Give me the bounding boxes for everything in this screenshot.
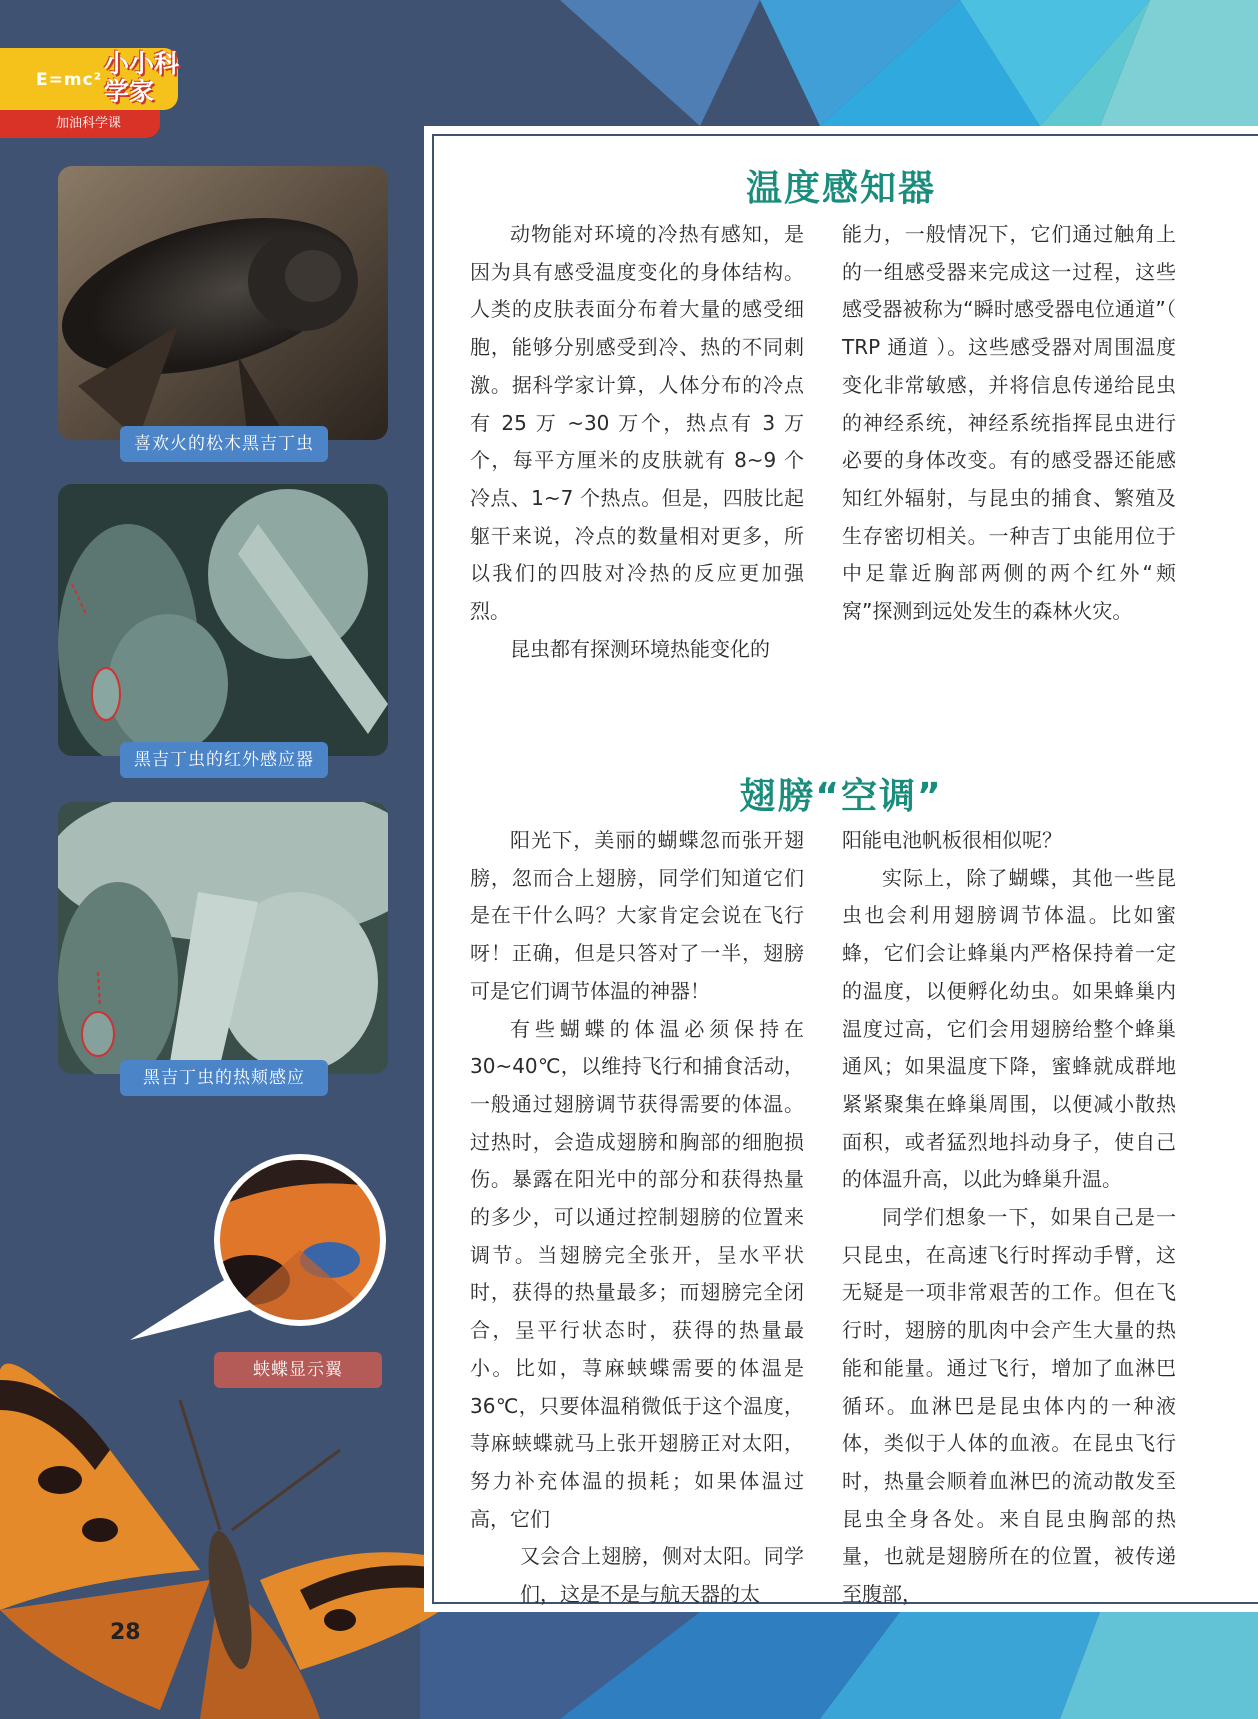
section1-col2-para1: 能力，一般情况下，它们通过触角上的一组感受器来完成这一过程，这些感受器被称为“瞬时感受器电位通道”（ TRP 通道 ）。这些感受器对周围温度变化非常敏感，并将信息传递给昆虫的神经系统，神经系统指挥昆虫进行必要的身体改变。有的感受器还能感知红外辐射，与昆虫的捕食、繁殖及生存密切相关。一种吉丁虫能用位于中足靠近胸部两侧的两个红外“颊窝”探测到远处发生的森林火灾。 [842, 222, 1176, 624]
page-number: 28 [110, 1620, 141, 1645]
infrared-sensor-image [58, 484, 388, 756]
section2-col1-para2: 有些蝴蝶的体温必须保持在 30~40℃，以维持飞行和捕食活动，一般通过翅膀调节获得需要的体温。过热时，会造成翅膀和胸部的细胞损伤。暴露在阳光中的部分和获得热量的多少，可以通过控制翅膀的位置来调节。当翅膀完全张开，呈水平状时，获得的热量最多；而翅膀完全闭合，呈平行状态时，获得的热量最小。比如，荨麻蛱蝶需要的体温是 36℃，只要体温稍微低于这个温度，荨麻蛱蝶就马上张开翅膀正对太阳，努力补充体温的损耗；如果体温过高，它们 [470, 1016, 804, 1531]
section1-col1-para2: 昆虫都有探测环境热能变化的 [510, 636, 770, 661]
magazine-logo [0, 48, 200, 140]
logo-title: 小小科学家 [104, 49, 180, 106]
beetle-image [58, 166, 388, 440]
caption-photo2: 黑吉丁虫的红外感应器 [120, 742, 328, 778]
heat-sensor-image [58, 802, 388, 1074]
section2-column1 [470, 822, 804, 1614]
caption-photo1: 喜欢火的松木黑吉丁虫 [120, 426, 328, 462]
section2-column2 [842, 822, 1176, 1614]
section1-title: 温度感知器 [745, 168, 936, 209]
caption-photo3: 黑吉丁虫的热颊感应 [120, 1060, 328, 1096]
caption-butterfly: 蛱蝶显示翼 [214, 1352, 382, 1388]
section1-column1 [470, 216, 804, 668]
section2-col2-para3: 同学们想象一下，如果自己是一只昆虫，在高速飞行时挥动手臂，这无疑是一项非常艰苦的工作。但在飞行时，翅膀的肌肉中会产生大量的热能和能量。通过飞行，增加了血淋巴循环。血淋巴是昆虫体内的一种液体，类似于人体的血液。在昆虫飞行时，热量会顺着血淋巴的流动散发至昆虫全身各处。来自昆虫胸部的热量，也就是翅膀所在的位置，被传递至腹部， [842, 1205, 1176, 1607]
section2-col1-para1: 阳光下，美丽的蝴蝶忽而张开翅膀，忽而合上翅膀，同学们知道它们是在干什么吗？大家肯定会说在飞行呀！正确，但是只答对了一半，翅膀可是它们调节体温的神器！ [470, 828, 804, 1003]
photo-heat-sensor [58, 802, 388, 1074]
section2-col2-para1: 阳能电池帆板很相似呢？ [842, 828, 1062, 852]
section2-col2-para2: 实际上，除了蝴蝶，其他一些昆虫也会利用翅膀调节体温。比如蜜蜂，它们会让蜂巢内严格保持着一定的温度，以便孵化幼虫。如果蜂巢内温度过高，它们会用翅膀给整个蜂巢通风；如果温度下降，蜜蜂就成群地紧紧聚集在蜂巢周围，以便减小散热面积，或者猛烈地抖动身子，使自己的体温升高，以此为蜂巢升温。 [842, 865, 1176, 1192]
logo-subtitle: 加油科学课 [0, 110, 160, 138]
photo-beetle [58, 166, 388, 440]
section1-col1-para1: 动物能对环境的冷热有感知，是因为具有感受温度变化的身体结构。人类的皮肤表面分布着大量的感受细胞，能够分别感受到冷、热的不同刺激。据科学家计算，人体分布的冷点有 25 万 ~30 万个，热点有 3 万个，每平方厘米的皮肤就有 8~9 个冷点、1~7 个热点。但是，四肢比起躯干来说，冷点的数量相对更多，所以我们的四肢对冷热的反应更加强烈。 [470, 222, 804, 624]
section1-column2 [842, 216, 1176, 631]
logo-formula: E=mc² [36, 70, 103, 90]
photo-infrared-sensor [58, 484, 388, 756]
section2-title: 翅膀“空调” [739, 776, 943, 817]
section2-col1-para3: 又会合上翅膀，侧对太阳。同学们，这是不是与航天器的太 [520, 1544, 804, 1607]
